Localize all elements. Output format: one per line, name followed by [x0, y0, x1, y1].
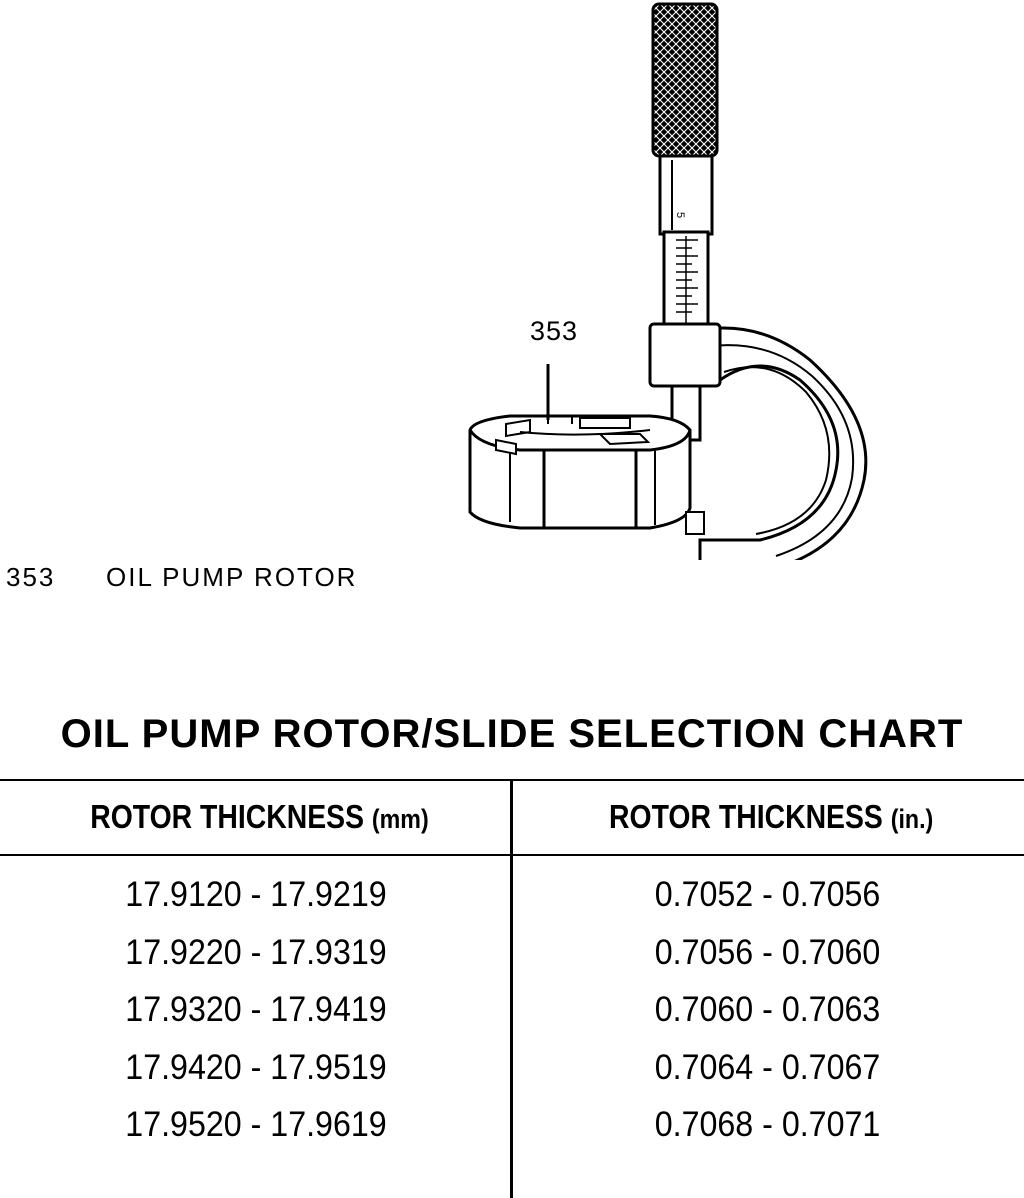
table-cell-in: 0.7064 - 0.7067	[654, 1047, 881, 1087]
micrometer-sleeve	[660, 156, 712, 328]
column-header-in	[548, 798, 995, 836]
legend-number: 353	[6, 562, 56, 592]
column-header-mm-unit: (mm)	[371, 804, 429, 834]
column-header-in-unit: (in.)	[890, 804, 934, 834]
table-cell-mm: 17.9420 - 17.9519	[125, 1047, 387, 1087]
svg-text:5: 5	[674, 212, 686, 219]
table-cell-mm: 17.9120 - 17.9219	[125, 875, 387, 914]
oil-pump-rotor	[470, 416, 704, 534]
in-values-column	[512, 868, 1024, 1156]
table-cell-in: 0.7056 - 0.7060	[654, 932, 881, 972]
column-header-mm-label: ROTOR THICKNESS	[90, 798, 365, 835]
table-cell-mm: 17.9520 - 17.9619	[125, 1105, 387, 1144]
callout-number: 353	[530, 316, 579, 346]
table-cell-mm: 17.9220 - 17.9319	[125, 932, 387, 972]
table-cell-in: 0.7060 - 0.7063	[654, 990, 881, 1029]
micrometer-measuring-rotor-illustration	[0, 0, 1024, 560]
column-header-in-label: ROTOR THICKNESS	[609, 798, 883, 835]
table-cell-mm: 17.9320 - 17.9419	[125, 990, 387, 1029]
column-header-mm	[36, 798, 483, 836]
table-cell-in: 0.7068 - 0.7071	[654, 1105, 881, 1144]
chart-title: OIL PUMP ROTOR/SLIDE SELECTION CHART	[60, 712, 964, 756]
table-cell-in: 0.7052 - 0.7056	[654, 875, 881, 914]
micrometer-thimble	[653, 4, 717, 156]
figure-legend	[6, 562, 357, 593]
legend-label: OIL PUMP ROTOR	[106, 562, 358, 592]
mm-values-column	[0, 868, 512, 1156]
